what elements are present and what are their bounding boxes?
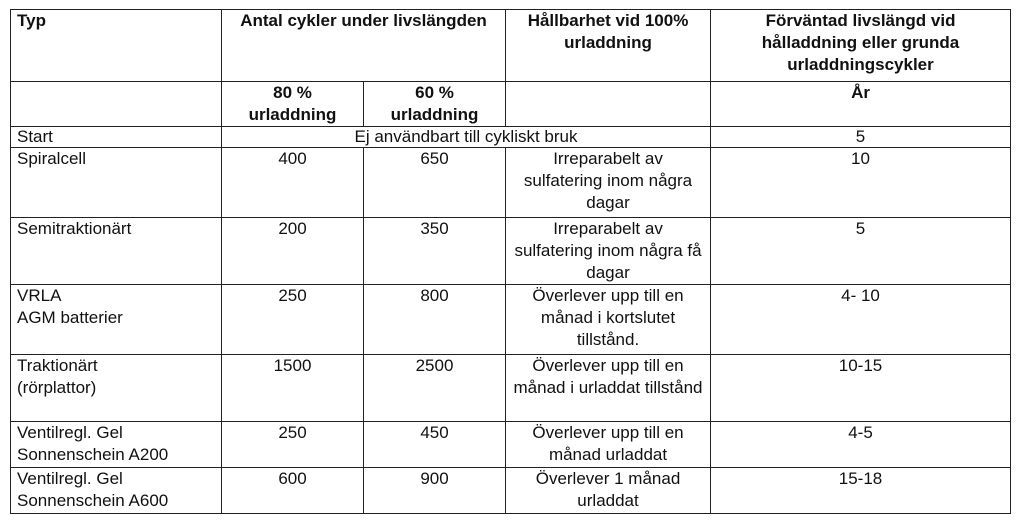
subheader-durability (506, 82, 711, 127)
cell-cycles-80: 600 (222, 468, 364, 514)
header-row (11, 10, 1011, 82)
cell-type: Start (11, 127, 222, 148)
cell-cycles-80: 200 (222, 218, 364, 285)
battery-comparison-table (10, 9, 1011, 514)
table-row (11, 148, 1011, 218)
cell-type: Semitraktionärt (11, 218, 222, 285)
header-durability: Hållbarhet vid 100% urladdning (506, 10, 711, 82)
cell-durability: Överlever 1 månad urladdat (506, 468, 711, 514)
cell-type: Ventilregl. Gel Sonnenschein A600 (11, 468, 222, 514)
header-type: Typ (11, 10, 222, 82)
cell-years: 5 (711, 218, 1011, 285)
table-row-start (11, 127, 1011, 148)
cell-cycles-60: 900 (364, 468, 506, 514)
header-lifetime: Förväntad livslängd vid hålladdning eller grunda urladdningscykler (711, 10, 1011, 82)
cell-cycles-60: 2500 (364, 355, 506, 422)
cell-durability: Överlever upp till en månad i urladdat tillstånd (506, 355, 711, 422)
cell-years: 10-15 (711, 355, 1011, 422)
cell-note: Ej användbart till cykliskt bruk (222, 127, 711, 148)
cell-cycles-80: 400 (222, 148, 364, 218)
cell-years: 4-5 (711, 422, 1011, 468)
cell-durability: Överlever upp till en månad urladdat (506, 422, 711, 468)
table-row (11, 355, 1011, 422)
subheader-60: 60 % urladdning (364, 82, 506, 127)
cell-cycles-80: 250 (222, 285, 364, 355)
cell-years: 5 (711, 127, 1011, 148)
cell-durability: Överlever upp till en månad i kortslutet tillstånd. (506, 285, 711, 355)
cell-years: 15-18 (711, 468, 1011, 514)
cell-cycles-80: 1500 (222, 355, 364, 422)
cell-type: Ventilregl. Gel Sonnenschein A200 (11, 422, 222, 468)
cell-type: Spiralcell (11, 148, 222, 218)
cell-years: 10 (711, 148, 1011, 218)
subheader-row (11, 82, 1011, 127)
table-row (11, 422, 1011, 468)
cell-cycles-60: 800 (364, 285, 506, 355)
subheader-empty (11, 82, 222, 127)
cell-years: 4- 10 (711, 285, 1011, 355)
cell-cycles-60: 650 (364, 148, 506, 218)
cell-durability: Irreparabelt av sulfatering inom några få dagar (506, 218, 711, 285)
cell-durability: Irreparabelt av sulfatering inom några dagar (506, 148, 711, 218)
table-row (11, 285, 1011, 355)
table-row (11, 468, 1011, 514)
table-row (11, 218, 1011, 285)
cell-cycles-60: 450 (364, 422, 506, 468)
subheader-80: 80 % urladdning (222, 82, 364, 127)
cell-cycles-80: 250 (222, 422, 364, 468)
cell-type: Traktionärt (rörplattor) (11, 355, 222, 422)
cell-type: VRLA AGM batterier (11, 285, 222, 355)
header-cycles: Antal cykler under livslängden (222, 10, 506, 82)
subheader-years: År (711, 82, 1011, 127)
cell-cycles-60: 350 (364, 218, 506, 285)
